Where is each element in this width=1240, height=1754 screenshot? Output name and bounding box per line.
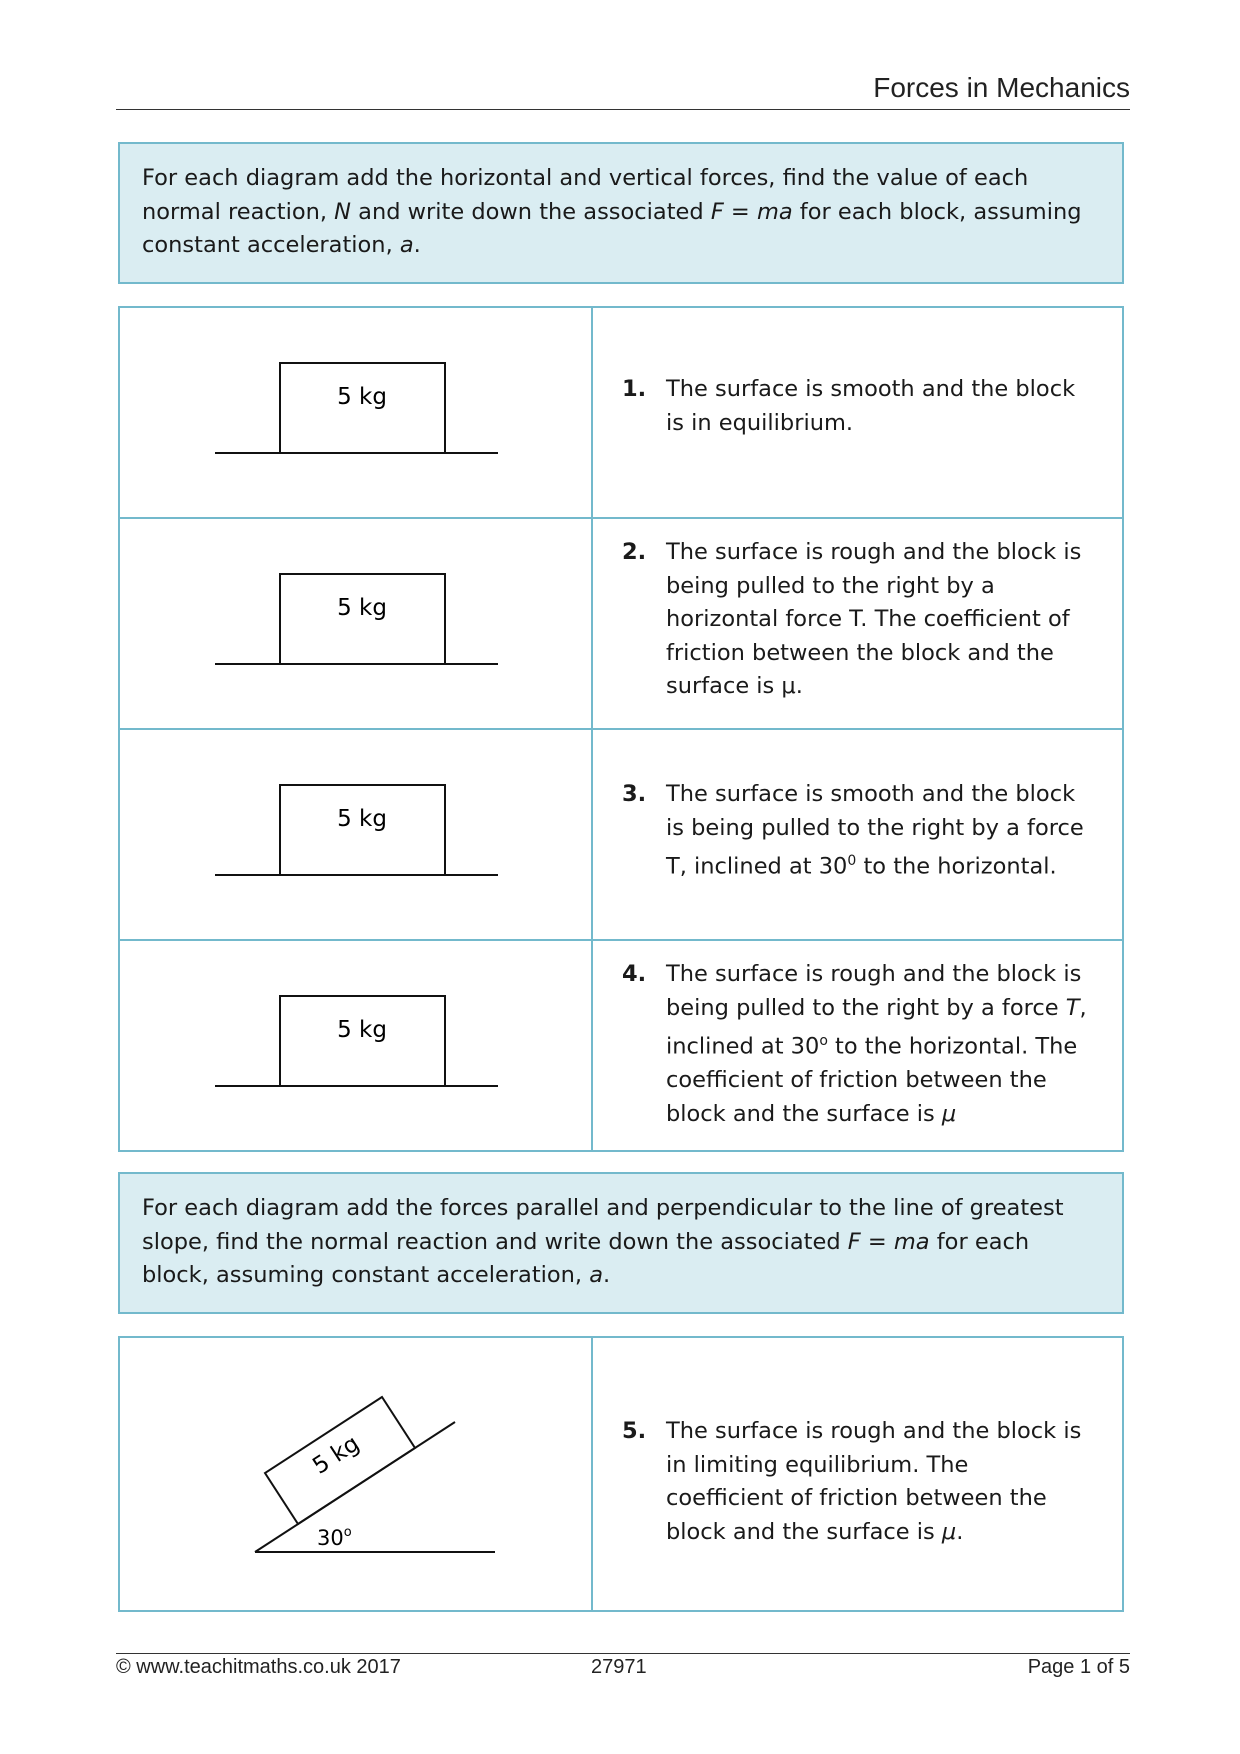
block-mass-label: 5 kg (337, 595, 387, 621)
question-row-3 (119, 729, 1123, 940)
question-number: 4. (622, 961, 647, 987)
question-number: 3. (622, 781, 647, 807)
question-table-2 (118, 1336, 1124, 1612)
diagram-cell-5 (119, 1337, 592, 1611)
question-number: 1. (622, 376, 647, 402)
diagram-cell-3 (119, 729, 592, 940)
angle-label: 30$^o$ (317, 1525, 352, 1550)
diagram-cell-4 (119, 940, 592, 1151)
diagram-cell-2 (119, 518, 592, 729)
question-cell-3 (592, 729, 1123, 940)
instruction-box-2: For each diagram add the forces parallel and perpendicular to the line of greatest slope, find the normal reaction and write down the associated F = ma for each block, assuming constant acceleration, a. (118, 1172, 1124, 1314)
flat-block-diagram-4 (120, 941, 591, 1146)
question-row-4 (119, 940, 1123, 1151)
question-number: 5. (622, 1418, 647, 1444)
block-mass-label: 5 kg (308, 1430, 365, 1480)
question-text: The surface is smooth and the block is being pulled to the right by a force T, inclined at $30^0$ to the horizontal. (666, 781, 1084, 880)
page-title: Forces in Mechanics (873, 72, 1130, 103)
question-text: The surface is rough and the block is in limiting equilibrium. The coefficient of friction between the block and the surface is μ. (666, 1418, 1082, 1545)
block-mass-label: 5 kg (337, 806, 387, 832)
diagram-cell-1 (119, 307, 592, 518)
resource-id: 27971 (591, 1656, 647, 1678)
flat-block-diagram-1 (120, 308, 591, 513)
question-cell-5 (592, 1337, 1123, 1611)
question-cell-4 (592, 940, 1123, 1151)
block-mass-label: 5 kg (337, 384, 387, 410)
question-cell-2 (592, 518, 1123, 729)
question-row-1 (119, 307, 1123, 518)
footer-rule (116, 1653, 1130, 1654)
header-rule (116, 109, 1130, 110)
copyright-text: © www.teachitmaths.co.uk 2017 (116, 1656, 401, 1678)
page-number: Page 1 of 5 (1027, 1656, 1130, 1678)
question-text: The surface is rough and the block is being pulled to the right by a force T, inclined at 30$^o$ to the horizontal. The coefficient of friction between the block and the surface is μ (666, 961, 1087, 1127)
question-text: The surface is rough and the block is being pulled to the right by a horizontal force T. The coefficient of friction between the block and the surface is μ. (666, 539, 1082, 699)
question-number: 2. (622, 539, 647, 565)
instruction-box-1: For each diagram add the horizontal and vertical forces, find the value of each normal reaction, N and write down the associated F = ma for each block, assuming constant acceleration, a. (118, 142, 1124, 284)
question-cell-1 (592, 307, 1123, 518)
question-table-1 (118, 306, 1124, 1152)
flat-block-diagram-3 (120, 730, 591, 935)
flat-block-diagram-2 (120, 519, 591, 724)
block-mass-label: 5 kg (337, 1017, 387, 1043)
question-text: The surface is smooth and the block is in equilibrium. (666, 376, 1076, 436)
inclined-plane-diagram (120, 1338, 591, 1606)
question-row-2 (119, 518, 1123, 729)
question-row-5 (119, 1337, 1123, 1611)
